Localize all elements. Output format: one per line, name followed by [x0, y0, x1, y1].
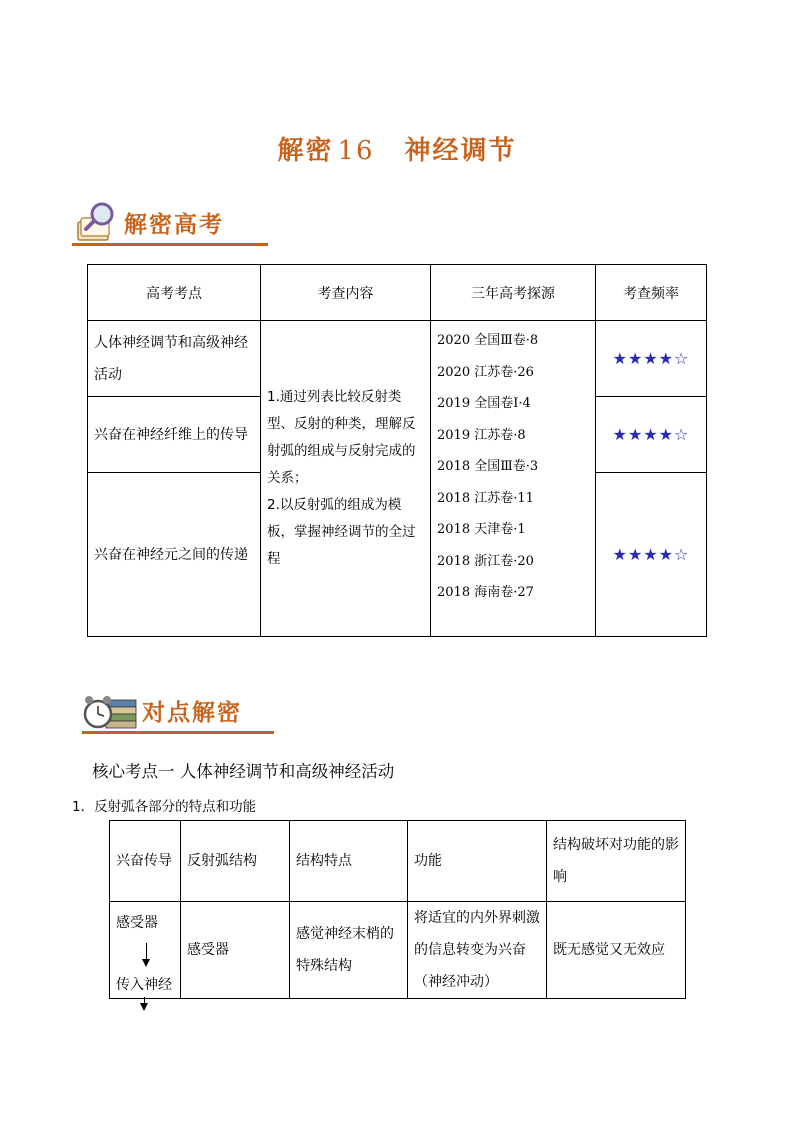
structure-cell: 感受器: [181, 902, 290, 999]
flow-step: 传入神经: [116, 976, 172, 993]
source-item: 2018 浙江卷·20: [437, 553, 534, 569]
title-topic: 神经调节: [404, 136, 517, 166]
flow-step: 感受器: [116, 914, 158, 931]
table-row: [88, 321, 707, 397]
header-cell: 考查频率: [596, 265, 707, 321]
exam-sources-cell: [431, 321, 596, 637]
header-cell: 反射弧结构: [181, 821, 290, 902]
source-item: 2020 全国Ⅲ卷·8: [437, 333, 539, 348]
header-cell: 结构破坏对功能的影响: [547, 821, 686, 902]
clock-books-icon: [82, 688, 138, 734]
subsection-title: 1．反射弧各部分的特点和功能: [72, 799, 257, 815]
source-item: 2018 江苏卷·11: [437, 490, 534, 506]
header-cell: 功能: [408, 821, 547, 902]
source-item: 2019 全国卷Ⅰ·4: [437, 396, 531, 411]
arrow-head: [142, 959, 150, 967]
section-label-points: 对点解密: [142, 700, 242, 726]
content-item: 1.通过列表比较反射类型、反射的种类，理解反射弧的组成与反射完成的关系；: [267, 389, 416, 486]
content-item: 2.以反射弧的组成为模板，掌握神经调节的全过程: [267, 497, 416, 567]
table-header-row: [110, 821, 686, 902]
exam-point-cell: 兴奋在神经纤维上的传导: [88, 397, 261, 473]
table-row: [110, 902, 686, 999]
flow-cell: [110, 902, 181, 999]
exam-points-table: [87, 264, 707, 637]
source-item: 2018 天津卷·1: [437, 522, 526, 537]
header-cell: 考查内容: [261, 265, 431, 321]
source-item: 2020 江苏卷·26: [437, 364, 534, 380]
header-cell: 三年高考探源: [431, 265, 596, 321]
header-cell: 兴奋传导: [110, 821, 181, 902]
core-point-title: 核心考点一 人体神经调节和高级神经活动: [92, 762, 395, 781]
section-label-exam: 解密高考: [124, 212, 224, 238]
title-prefix: 解密: [277, 136, 334, 166]
section-header-points: [82, 688, 282, 738]
title-number: 16: [337, 136, 375, 166]
source-item: 2018 海南卷·27: [437, 585, 534, 600]
exam-point-cell: 人体神经调节和高级神经活动: [88, 321, 261, 397]
damage-effect-cell: 既无感觉又无效应: [547, 902, 686, 999]
frequency-stars: ★★★★☆: [596, 473, 707, 637]
arrow-head: [140, 1003, 148, 1011]
source-item: 2019 江苏卷·8: [437, 427, 526, 443]
section-underline: [82, 731, 274, 734]
exam-content-cell: [261, 321, 431, 637]
page-title: [0, 130, 794, 167]
magnifier-book-icon: [72, 200, 124, 246]
frequency-stars: ★★★★☆: [596, 321, 707, 397]
exam-point-cell: 兴奋在神经元之间的传递: [88, 473, 261, 637]
frequency-stars: ★★★★☆: [596, 397, 707, 473]
reflex-arc-table: [109, 820, 686, 999]
section-underline: [72, 243, 268, 246]
table-header-row: [88, 265, 707, 321]
header-cell: 结构特点: [290, 821, 408, 902]
source-item: 2018 全国Ⅲ卷·3: [437, 459, 539, 474]
section-header-exam: [72, 200, 272, 250]
header-cell: 高考考点: [88, 265, 261, 321]
function-cell: 将适宜的内外界刺激的信息转变为兴奋（神经冲动）: [408, 902, 547, 999]
feature-cell: 感觉神经末梢的特殊结构: [290, 902, 408, 999]
